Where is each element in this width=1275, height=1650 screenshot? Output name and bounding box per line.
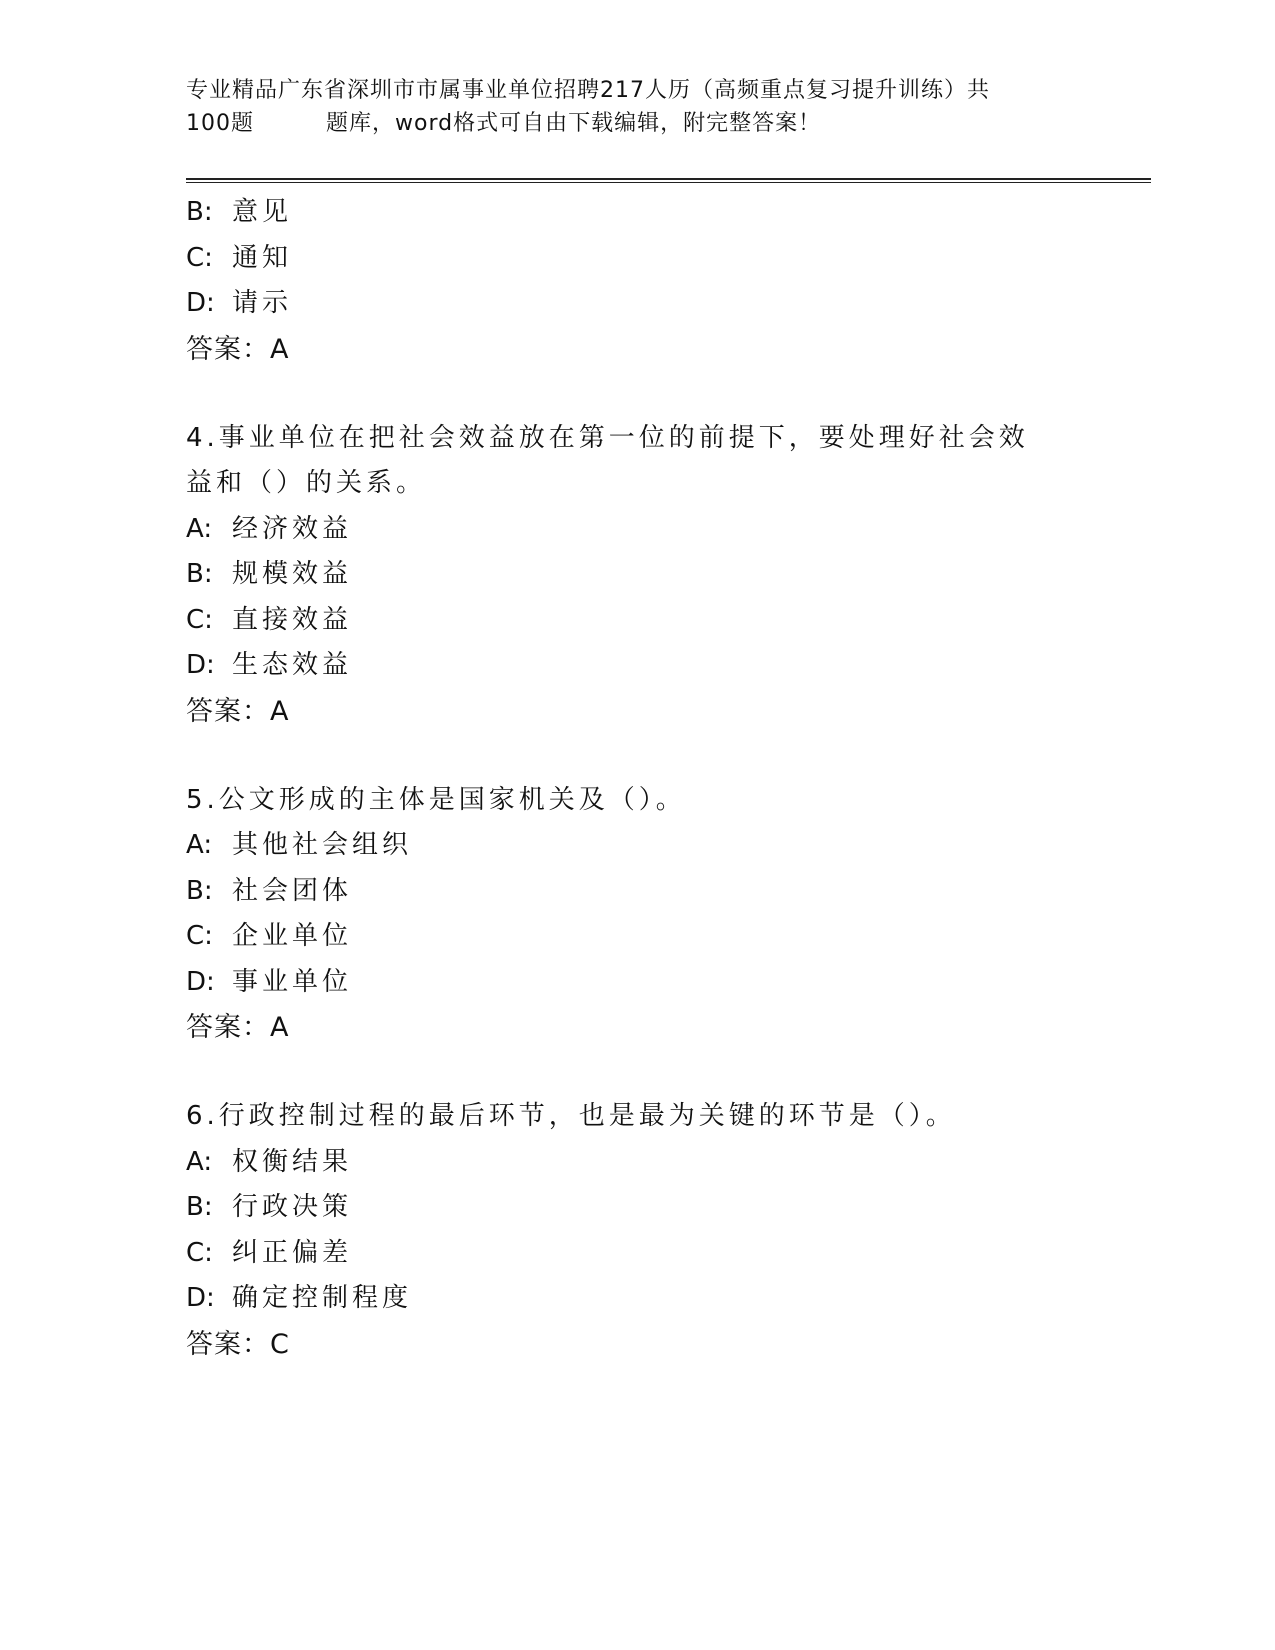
option-letter: C: (186, 1237, 213, 1268)
option-letter: B: (186, 559, 213, 589)
option-text: 直接效益 (232, 604, 353, 635)
page-header (186, 74, 1066, 140)
answer-line: 答案：A (186, 333, 290, 365)
question-stem: 6.行政控制过程的最后环节，也是最为关键的环节是（）。 (186, 1101, 956, 1131)
option-letter: A: (186, 513, 213, 544)
option-d (186, 281, 1151, 327)
option-b (186, 552, 1151, 598)
option-text: 事业单位 (232, 966, 353, 997)
option-text: 企业单位 (232, 921, 353, 951)
question-5 (186, 778, 1151, 1052)
option-letter: B: (186, 1192, 213, 1222)
option-c (186, 236, 1151, 282)
option-text: 确定控制程度 (232, 1283, 413, 1313)
option-letter: D: (186, 650, 215, 680)
option-b (186, 1185, 1151, 1231)
question-list (186, 190, 1151, 1368)
question-6 (186, 1094, 1151, 1368)
question-4 (186, 416, 1151, 735)
answer-line: 答案：A (186, 1012, 290, 1043)
option-text: 通知 (232, 242, 293, 273)
option-a (186, 823, 1151, 869)
option-text: 规模效益 (232, 559, 353, 589)
option-b (186, 869, 1151, 915)
header-divider-thick (186, 178, 1151, 180)
option-text: 行政决策 (232, 1192, 353, 1222)
option-a (186, 507, 1151, 553)
header-subtitle: 题库，word格式可自由下载编辑，附完整答案！ (326, 111, 822, 136)
option-letter: C: (186, 242, 213, 273)
option-c (186, 598, 1151, 644)
answer-line: 答案：A (186, 695, 290, 727)
option-c (186, 914, 1151, 960)
question-stem: 4.事业单位在把社会效益放在第一位的前提下，要处理好社会效益和（）的关系。 (186, 422, 1029, 498)
question-3-tail (186, 190, 1151, 373)
header-divider-thin (186, 182, 1151, 183)
option-d (186, 960, 1151, 1006)
option-text: 请示 (232, 288, 293, 318)
option-text: 意见 (232, 197, 293, 227)
option-letter: D: (186, 288, 215, 318)
option-letter: B: (186, 197, 213, 227)
header-title-line1: 专业精品广东省深圳市市属事业单位招聘217人历（高频重点复习提升训练）共 (186, 78, 990, 103)
option-letter: D: (186, 966, 215, 997)
option-letter: C: (186, 604, 213, 635)
question-stem: 5.公文形成的主体是国家机关及（）。 (186, 784, 686, 815)
option-text: 权衡结果 (232, 1146, 353, 1177)
option-text: 社会团体 (232, 875, 353, 906)
option-d (186, 1276, 1151, 1322)
option-text: 其他社会组织 (232, 830, 413, 860)
option-c (186, 1231, 1151, 1277)
option-letter: A: (186, 1146, 213, 1177)
option-letter: C: (186, 921, 213, 951)
option-letter: B: (186, 875, 213, 906)
option-letter: D: (186, 1283, 215, 1313)
option-a (186, 1140, 1151, 1186)
option-text: 纠正偏差 (232, 1237, 353, 1268)
option-b (186, 190, 1151, 236)
option-text: 生态效益 (232, 650, 353, 680)
option-text: 经济效益 (232, 513, 353, 544)
option-d (186, 643, 1151, 689)
header-count: 100题 (186, 111, 254, 136)
answer-line: 答案：C (186, 1328, 290, 1360)
header-title-line2 (186, 107, 1066, 140)
option-letter: A: (186, 830, 213, 860)
